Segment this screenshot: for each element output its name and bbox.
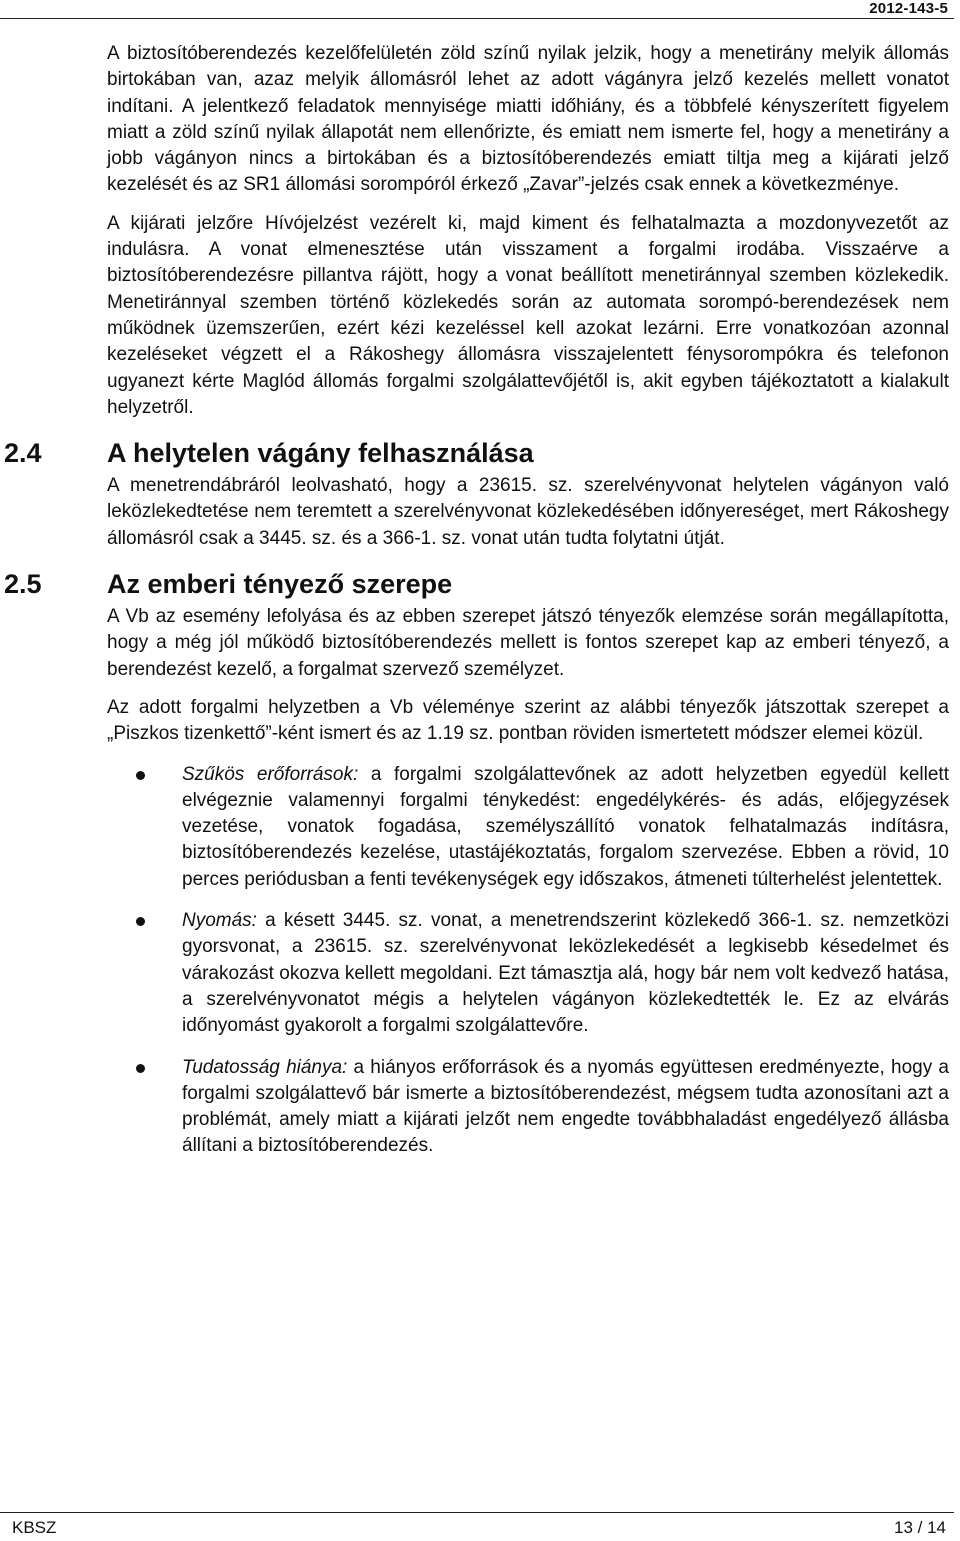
list-item — [107, 1055, 949, 1160]
factor-text: a hiányos erőforrások és a nyomás együttesen eredményezte, hogy a forgalmi szolgálattevő bár ismerte a biztosítóberendezést, mégsem tudta azonosítani azt a problémát, amely miatt a kijárati jelzőt nem engedte továbbhaladást engedélyező állásba állítani a biztosítóberendezés. — [182, 1056, 949, 1157]
section-title: A helytelen vágány felhasználása — [107, 438, 534, 469]
paragraph-wrong-track: A menetrendábráról leolvasható, hogy a 23615. sz. szerelvényvonat helytelen vágányon való leközlekedtetése nem teremtett a szerelvényvonat közlekedésében időnyereséget, mert Rákoshegy állomásról csak a 3445. sz. és a 366-1. sz. vonat után tudta folytatni útját. — [107, 475, 949, 549]
list-item — [107, 908, 949, 1039]
factor-term: Nyomás: — [182, 910, 257, 932]
header-rule — [0, 18, 954, 19]
paragraph-calling-signal: A kijárati jelzőre Hívójelzést vezérelt ki, majd kiment és felhatalmazta a mozdonyvezetőt az indulásra. A vonat elmenesztése után visszament a forgalmi irodába. Visszaérve a biztosítóberendezésre pillantva rájött, hogy a vonat beállított menetiránnyal szemben közlekedik. Menetiránnyal szemben történő közlekedés során az automata sorompó-berendezések nem működnek üzemszerűen, ezért kézi kezeléssel kell azokat lezárni. Erre vonatkozóan azonnal kezeléseket végzett el a Rákoshegy állomásra visszajelentett fénysorompókra és telefonon ugyanezt kérte Maglód állomás forgalmi szolgálattevőjétől is, akit egyben tájékoztatott a kialakult helyzetről. — [107, 212, 949, 418]
section-heading-2-5 — [4, 564, 949, 604]
footer-organization: KBSZ — [12, 1518, 57, 1537]
page-number: 13 / 14 — [894, 1518, 946, 1537]
section-heading-2-4 — [4, 433, 949, 473]
bullet-icon — [136, 771, 145, 780]
list-item — [107, 762, 949, 893]
factor-text: a forgalmi szolgálattevőnek az adott helyzetben egyedül kellett elvégeznie valamennyi forgalmi ténykedést: engedélykérés- és adás, előjegyzések vezetése, vonatok fogadása, személyszállító vonatok felhatalmazás indításra, biztosítóberendezés kezelése, utastájékoztatás, forgalom szervezése. Ebben a rövid, 10 perces periódusban a fenti tevékenységek egy időszakos, átmeneti túlterhelést jelentettek. — [182, 763, 949, 890]
bullet-icon — [136, 1064, 145, 1073]
paragraph-green-arrows: A biztosítóberendezés kezelőfelületén zöld színű nyilak jelzik, hogy a menetirány melyik állomás birtokában van, azaz melyik állomásról lehet az adott vágányra jelző kezelés mellett vonatot indítani. A jelentkező feladatok mennyisége miatti időhiány, és a többfelé kényszerített figyelem miatt a zöld színű nyilak állapotát nem ellenőrizte, és emiatt nem ismerte fel, hogy a menetirány a jobb vágányon nincs a birtokában és a biztosítóberendezés emiatt tiltja meg a kijárati jelző kezelését és az SR1 állomási sorompóról érkező „Zavar”-jelzés csak ennek a következménye. — [107, 43, 949, 196]
section-number: 2.4 — [4, 438, 42, 469]
footer-rule — [0, 1512, 954, 1513]
factor-term: Szűkös erőforrások: — [182, 763, 359, 785]
factor-text: a késett 3445. sz. vonat, a menetrendszerint közlekedő 366-1. sz. nemzetközi gyorsvonat, a 23615. sz. szerelvényvonat leközlekedését a legkisebb késedelmet és várakozást okozva kellett megoldani. Ezt támasztja alá, hogy bár nem volt kedvező hatása, a szerelvényvonatot mégis a helytelen vágányon közlekedtették le. Ez az elvárás időnyomást gyakorolt a forgalmi szolgálattevőre. — [182, 910, 949, 1037]
bullet-icon — [136, 917, 145, 926]
document-id: 2012-143-5 — [869, 0, 948, 17]
section-number: 2.5 — [4, 569, 42, 600]
section-title: Az emberi tényező szerepe — [107, 569, 453, 600]
factor-term: Tudatosság hiánya: — [182, 1056, 348, 1078]
factor-list — [107, 762, 949, 1160]
paragraph-dirty-dozen: Az adott forgalmi helyzetben a Vb véleménye szerint az alábbi tényezők játszottak szerepet a „Piszkos tizenkettő”-ként ismert és az 1.19 sz. pontban röviden ismertetett módszer elemei közül. — [107, 696, 949, 745]
paragraph-human-factor-intro: A Vb az esemény lefolyása és az ebben szerepet játszó tényezők elemzése során megállapította, hogy a még jól működő biztosítóberendezés mellett is fontos szerepet kap az emberi tényező, a berendezést kezelő, a forgalmat szervező személyzet. — [107, 606, 949, 680]
page-content — [4, 41, 949, 1175]
